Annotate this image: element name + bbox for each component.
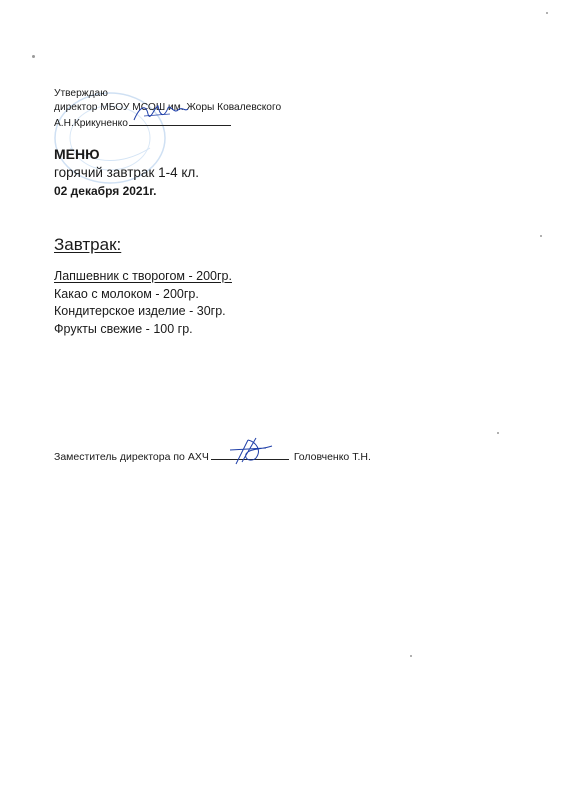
scan-speck bbox=[410, 655, 412, 657]
list-item: Какао с молоком - 200гр. bbox=[54, 286, 199, 301]
footer-name: Головченко Т.Н. bbox=[293, 451, 371, 463]
deputy-signature bbox=[226, 436, 278, 468]
menu-subtitle: горячий завтрак 1-4 кл. bbox=[54, 165, 200, 180]
scan-speck bbox=[540, 235, 542, 237]
signatory-name: А.Н.Крикуненко bbox=[54, 118, 128, 129]
scan-speck bbox=[497, 432, 499, 434]
scan-speck bbox=[32, 55, 35, 58]
scan-speck bbox=[546, 12, 548, 14]
approval-director: директор МБОУ МСОШ им. Жоры Ковалевского bbox=[54, 102, 282, 113]
meal-items bbox=[54, 268, 232, 338]
list-item: Фрукты свежие - 100 гр. bbox=[54, 321, 193, 336]
director-signature bbox=[130, 100, 190, 126]
menu-date: 02 декабря 2021г. bbox=[54, 184, 157, 198]
approval-heading: Утверждаю bbox=[54, 88, 108, 99]
list-item: Лапшевник с творогом - 200гр. bbox=[54, 269, 232, 283]
footer-position: Заместитель директора по АХЧ bbox=[54, 451, 209, 463]
footer-signature-block bbox=[54, 449, 371, 463]
page-title: МЕНЮ bbox=[54, 146, 100, 162]
meal-heading: Завтрак: bbox=[54, 235, 122, 254]
list-item: Кондитерское изделие - 30гр. bbox=[54, 304, 226, 318]
